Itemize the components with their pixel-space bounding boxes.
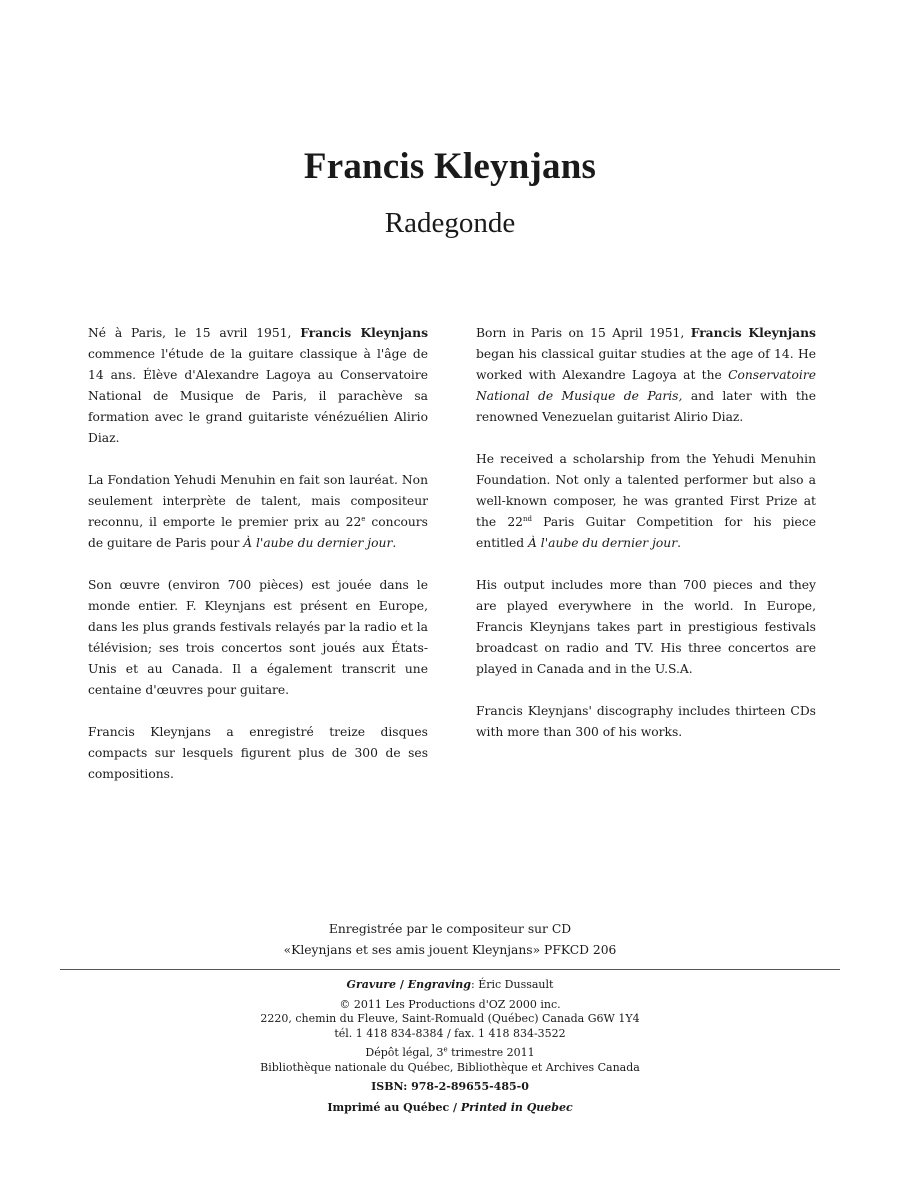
isbn: ISBN: 978-2-89655-485-0 [371, 1080, 529, 1093]
bio-en-work-title: À l'aube du dernier jour [528, 536, 678, 550]
bio-fr-work-title: À l'aube du dernier jour [243, 536, 393, 550]
recording-line-1: Enregistrée par le compositeur sur CD [328, 922, 572, 936]
bio-en-paragraph-4: Francis Kleynjans' discography includes thirteen CDs with more than 300 of his works. [476, 704, 816, 739]
library-line: Bibliothèque nationale du Québec, Bibliothèque et Archives Canada [260, 1060, 640, 1074]
bio-en-paragraph-3: His output includes more than 700 pieces and they are played everywhere in the world. In Europe, Francis Kleynjans takes part in prestigious festivals broadcast on radio and TV. His three concertos are played in Canada and in the U.S.A. [476, 578, 816, 676]
bio-en-paragraph-2: He received a scholarship from the Yehudi Menuhin Foundation. Not only a talented performer but also a well-known composer, he was granted First Prize at the 22nd Paris Guitar Competition for his piece entitled À l'aube du dernier jour. [476, 452, 816, 550]
recording-note [0, 919, 900, 961]
footer-divider [60, 969, 840, 970]
bio-fr-paragraph-1: Né à Paris, le 15 avril 1951, Francis Kleynjans commence l'étude de la guitare classique à l'âge de 14 ans. Élève d'Alexandre Lagoya au Conservatoire National de Musique de Paris, il parachève sa formation avec le grand guitariste vénézuélien Alirio Diaz. [88, 325, 428, 445]
piece-title: Radegonde [384, 207, 516, 239]
colophon [0, 978, 900, 1115]
publisher-phone: tél. 1 418 834-8384 / fax. 1 418 834-3522 [334, 1026, 566, 1040]
publisher-address: 2220, chemin du Fleuve, Saint-Romuald (Québec) Canada G6W 1Y4 [260, 1012, 640, 1025]
bio-fr-paragraph-3: Son œuvre (environ 700 pièces) est jouée dans le monde entier. F. Kleynjans est présent en Europe, dans les plus grands festivals relayés par la radio et la télévision; ses trois concertos sont joués aux États-Unis et au Canada. Il a également transcrit une centaine d'œuvres pour guitare. [88, 578, 428, 697]
engraving-credit: Gravure / Engraving: Éric Dussault [346, 978, 554, 991]
recording-line-2: «Kleynjans et ses amis jouent Kleynjans» PFKCD 206 [283, 943, 617, 957]
bio-fr-paragraph-4: Francis Kleynjans a enregistré treize disques compacts sur lesquels figurent plus de 300 de ses compositions. [88, 725, 428, 781]
copyright-line: © 2011 Les Productions d'OZ 2000 inc. [339, 997, 561, 1011]
biography-english [476, 322, 816, 764]
bio-fr-composer-name: Francis Kleynjans [300, 325, 428, 340]
printed-in: Imprimé au Québec / Printed in Quebec [327, 1100, 573, 1114]
legal-deposit: Dépôt légal, 3e trimestre 2011 [365, 1045, 535, 1059]
bio-en-school-name: Conservatoire National de Musique de Paris, [476, 368, 816, 403]
composer-name: Francis Kleynjans [303, 146, 597, 187]
bio-fr-paragraph-2: La Fondation Yehudi Menuhin en fait son lauréat. Non seulement interprète de talent, mais compositeur reconnu, il emporte le premier prix au 22e concours de guitare de Paris pour À l'aube du dernier jour. [88, 473, 428, 550]
bio-en-composer-name: Francis Kleynjans [690, 325, 816, 340]
biography-french [88, 322, 428, 806]
bio-en-paragraph-1: Born in Paris on 15 April 1951, Francis Kleynjans began his classical guitar studies at the age of 14. He worked with Alexandre Lagoya at the Conservatoire National de Musique de Paris, and later with the renowned Venezuelan guitarist Alirio Diaz. [476, 325, 816, 424]
